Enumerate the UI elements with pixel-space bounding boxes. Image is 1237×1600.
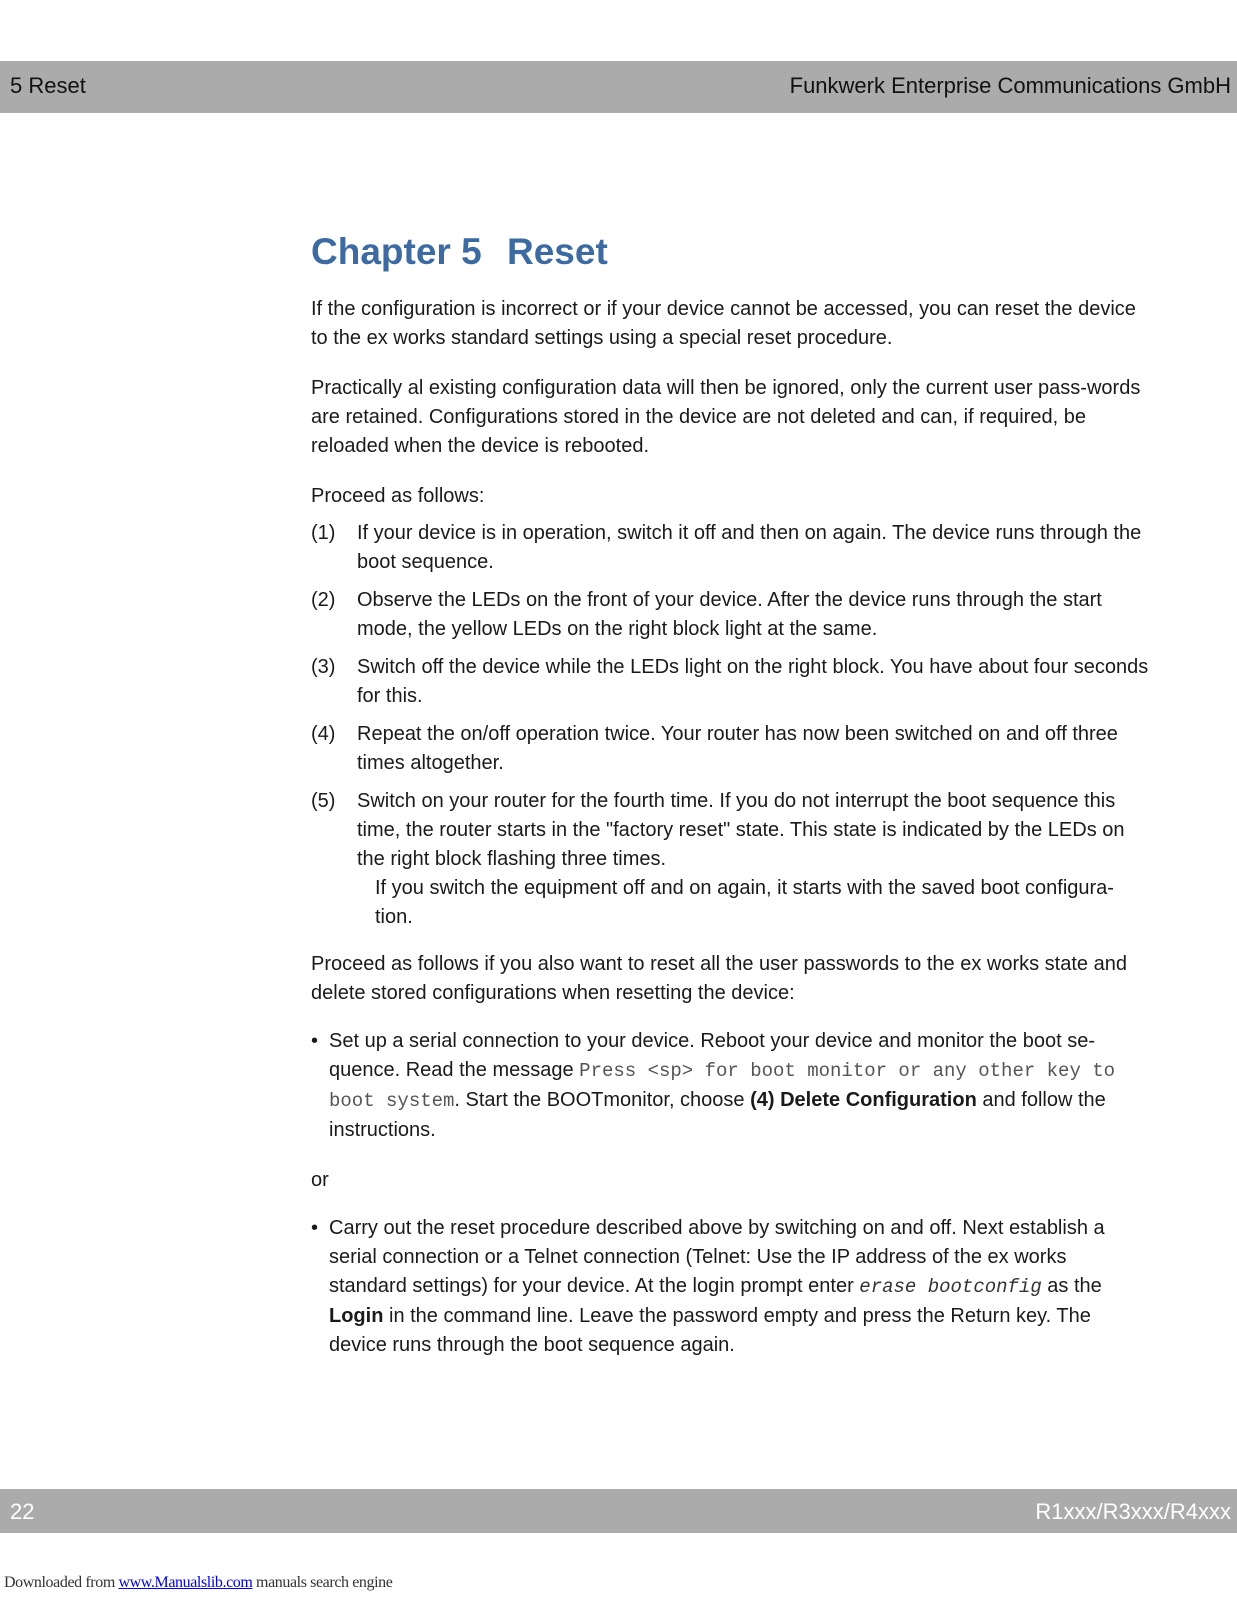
- bullet-marker: •: [311, 1030, 319, 1052]
- bullet-item-serial: [311, 1027, 1149, 1145]
- intro-paragraph-2: Practically al existing configuration data will then be ignored, only the current user pass-words are retained. Configurations stored in the device are not deleted and can, if required, be reloaded when the device is rebooted.: [311, 377, 1141, 457]
- bullet-text-part: and follow the instructions.: [329, 1089, 1106, 1141]
- bullet-text: [329, 1027, 1149, 1145]
- step-number: (3): [311, 656, 336, 678]
- manualslib-link[interactable]: www.Manualslib.com: [118, 1574, 253, 1591]
- bullet-text-part: as the: [1041, 1275, 1102, 1297]
- step-text: Switch off the device while the LEDs light on the right block. You have about four seconds for this.: [357, 656, 1149, 707]
- chapter-number: Chapter 5: [311, 231, 482, 272]
- step-number: (4): [311, 723, 336, 745]
- bullet-item-telnet: [311, 1214, 1149, 1360]
- step-item: [311, 653, 1149, 711]
- download-prefix: Downloaded from: [4, 1574, 119, 1591]
- step-note: If you switch the equipment off and on again, it starts with the saved boot configura-tion.: [375, 877, 1114, 928]
- header-section: 5 Reset: [10, 73, 86, 98]
- proceed-reset-paragraph: Proceed as follows if you also want to reset all the user passwords to the ex works state and delete stored configurations when resetting the device:: [311, 953, 1127, 1004]
- step-text: Switch on your router for the fourth time. If you do not interrupt the boot sequence this time, the router starts in the "factory reset" state. This state is indicated by the LEDs on the right block flashing three times.: [357, 790, 1125, 870]
- step-number: (1): [311, 522, 336, 544]
- download-notice: [4, 1574, 392, 1592]
- bullet-marker: •: [311, 1217, 319, 1239]
- step-number: (2): [311, 589, 336, 611]
- step-list: [311, 519, 1149, 932]
- boot-message-code: Press <sp> for boot monitor or any other key to boot system: [329, 1060, 1116, 1112]
- bullet-text: [329, 1214, 1149, 1360]
- login-label: Login: [329, 1305, 384, 1327]
- page-footer: [0, 1489, 1237, 1533]
- step-item: [311, 787, 1149, 874]
- proceed-label: Proceed as follows:: [311, 485, 485, 507]
- step-item: [311, 586, 1149, 644]
- header-company: Funkwerk Enterprise Communications GmbH: [789, 73, 1231, 98]
- step-text: If your device is in operation, switch it off and then on again. The device runs through the boot sequence.: [357, 522, 1142, 573]
- intro-paragraph-1: If the configuration is incorrect or if your device cannot be accessed, you can reset the device to the ex works standard settings using a special reset procedure.: [311, 298, 1136, 349]
- model-names: R1xxx/R3xxx/R4xxx: [1035, 1499, 1231, 1524]
- page-header: [0, 61, 1237, 113]
- step-text: Observe the LEDs on the front of your device. After the device runs through the start mode, the yellow LEDs on the right block light at the same.: [357, 589, 1102, 640]
- page-content: [311, 230, 1149, 1360]
- step-text: Repeat the on/off operation twice. Your router has now been switched on and off three times altogether.: [357, 723, 1118, 774]
- download-suffix: manuals search engine: [252, 1574, 393, 1591]
- bullet-text-part: Carry out the reset procedure described above by switching on and off. Next establish a serial connection or a Telnet connection (Telnet: Use the IP address of the ex works standard settings) for your device. At the login prompt enter: [329, 1217, 1105, 1297]
- step-item: [311, 519, 1149, 577]
- delete-configuration-option: (4) Delete Configuration: [750, 1089, 977, 1111]
- chapter-title: [311, 230, 1149, 274]
- bullet-text-part: Set up a serial connection to your device. Reboot your device and monitor the boot se-quence. Read the message: [329, 1030, 1096, 1081]
- chapter-name: Reset: [507, 231, 608, 272]
- or-label: or: [311, 1169, 329, 1191]
- bullet-text-part: in the command line. Leave the password empty and press the Return key. The device runs through the boot sequence again.: [329, 1305, 1091, 1356]
- step-item: [311, 720, 1149, 778]
- page-number: 22: [10, 1499, 35, 1524]
- step-number: (5): [311, 790, 336, 812]
- erase-command-code: erase bootconfig: [859, 1276, 1042, 1298]
- bullet-text-part: . Start the BOOTmonitor, choose: [454, 1089, 751, 1111]
